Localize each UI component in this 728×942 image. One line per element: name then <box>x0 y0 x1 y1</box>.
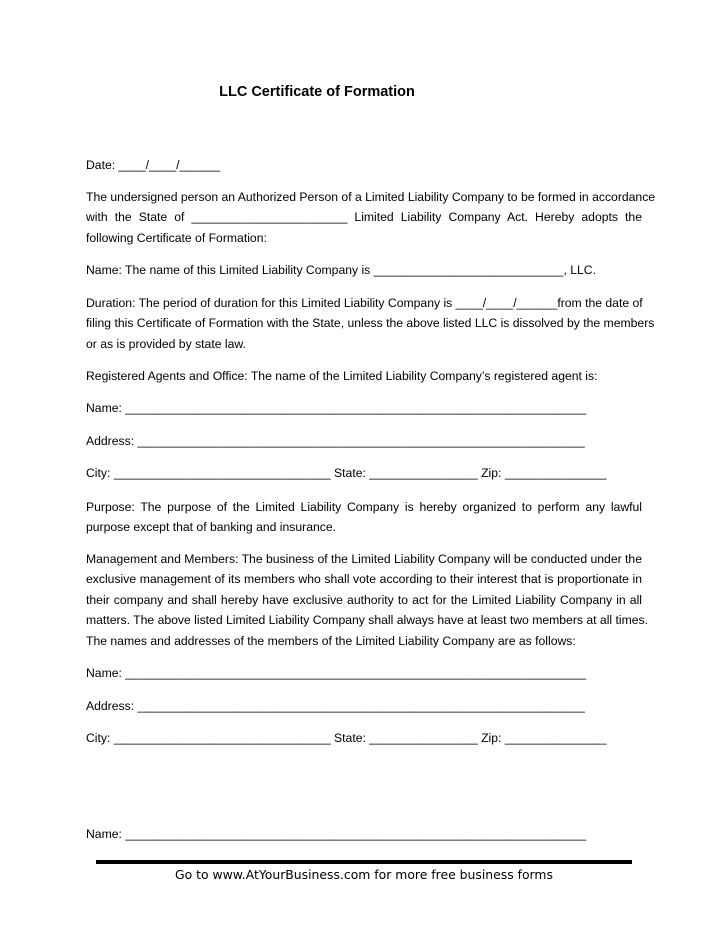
member-name-line: Name: ____________________________________________________________________ <box>86 666 587 680</box>
document-title: LLC Certificate of Formation <box>219 84 415 100</box>
management-line: exclusive management of its members who shall vote according to their interest that is proportionate in <box>86 572 642 587</box>
member-address-line: Address: __________________________________________________________________ <box>86 699 585 713</box>
management-line: The names and addresses of the members of the Limited Liability Company are as follows: <box>86 633 576 648</box>
registered-agent-heading: Registered Agents and Office: The name of the Limited Liability Company’s registered agent is: <box>86 369 598 383</box>
purpose-line: purpose except that of banking and insurance. <box>86 520 337 535</box>
management-line: their company and shall hereby have exclusive authority to act for the Limited Liability Company in all <box>86 592 642 607</box>
duration-line: Duration: The period of duration for this Limited Liability Company is ____/____/______from the date of <box>86 296 643 310</box>
footer-text: Go to www.AtYourBusiness.com for more free business forms <box>175 867 553 882</box>
duration-line: filing this Certificate of Formation with the State, unless the above listed LLC is dissolved by the members <box>86 316 655 331</box>
management-line: matters. The above listed Limited Liability Company shall always have at least two members at all times. <box>86 613 648 628</box>
intro-line: with the State of _______________________ Limited Liability Company Act. Hereby adopts the <box>86 210 642 225</box>
management-line: Management and Members: The business of the Limited Liability Company will be conducted under the <box>86 552 642 566</box>
agent-address-line: Address: __________________________________________________________________ <box>86 434 585 448</box>
duration-line: or as is provided by state law. <box>86 336 246 351</box>
purpose-paragraph <box>86 497 642 538</box>
member-city-state-zip-line: City: ________________________________ State: ________________ Zip: _______________ <box>86 731 607 745</box>
intro-paragraph <box>86 187 656 248</box>
member-name-line: Name: ____________________________________________________________________ <box>86 827 587 841</box>
date-line: Date: ____/____/______ <box>86 158 221 172</box>
management-paragraph <box>86 549 648 651</box>
intro-line: following Certificate of Formation: <box>86 230 267 245</box>
duration-paragraph <box>86 293 655 354</box>
intro-line: The undersigned person an Authorized Person of a Limited Liability Company to be formed in accordance <box>86 190 656 204</box>
footer-divider <box>96 860 632 864</box>
agent-city-state-zip-line: City: ________________________________ State: ________________ Zip: _______________ <box>86 466 607 480</box>
purpose-line: Purpose: The purpose of the Limited Liability Company is hereby organized to perform any lawful <box>86 500 642 514</box>
agent-name-line: Name: ____________________________________________________________________ <box>86 401 587 415</box>
llc-name-line: Name: The name of this Limited Liability Company is ____________________________, LLC. <box>86 263 596 277</box>
